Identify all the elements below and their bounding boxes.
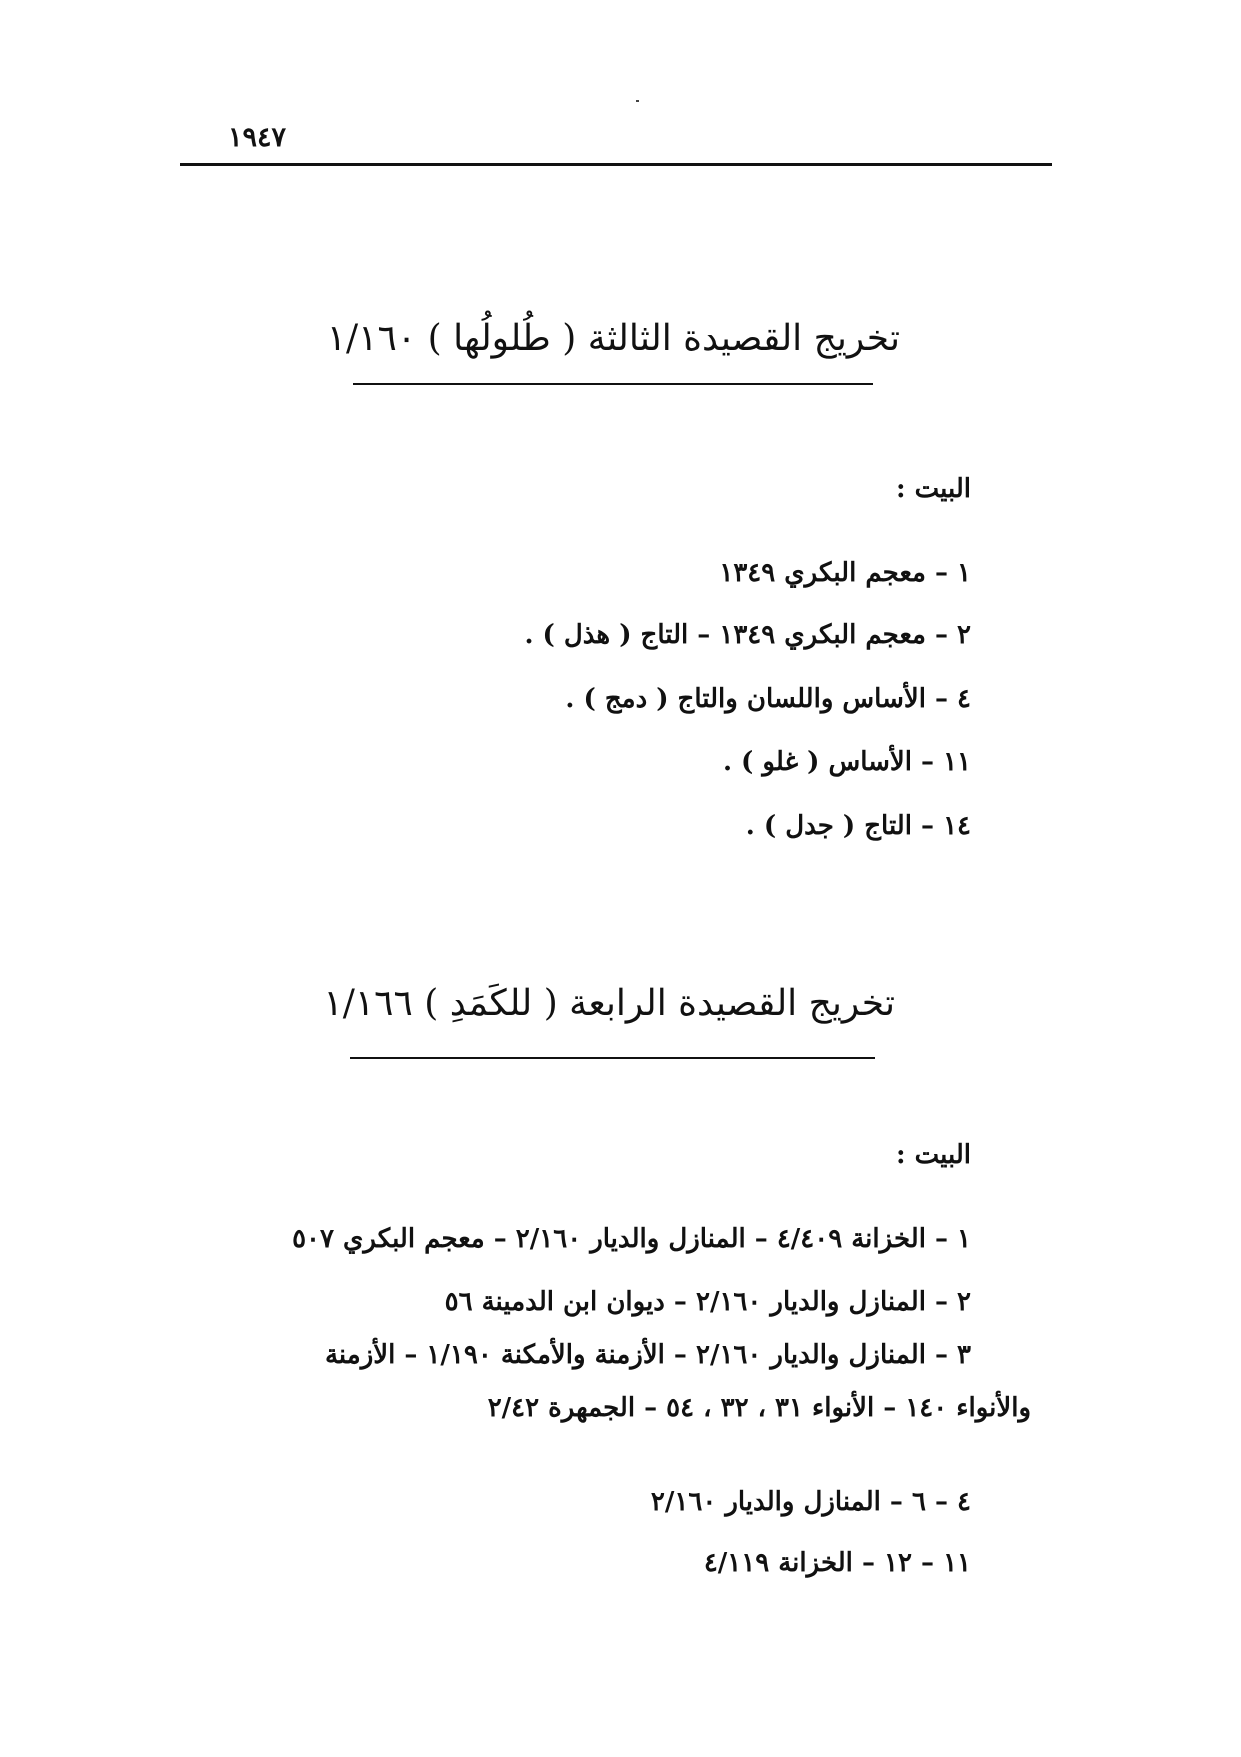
section-title-fourth-poem: تخريج القصيدة الرابعة ( للكَمَدِ ) ١/١٦٦: [323, 983, 895, 1024]
reference-line: ١ – معجم البكري ١٣٤٩: [719, 558, 971, 588]
page-number: ١٩٤٧: [228, 122, 287, 153]
reference-line: ١٤ – التاج ( جدل ) .: [745, 811, 971, 841]
reference-line: ٢ – معجم البكري ١٣٤٩ – التاج ( هذل ) .: [524, 620, 971, 650]
verse-label: البيت :: [895, 474, 971, 504]
reference-line: ١١ – الأساس ( غلو ) .: [722, 747, 971, 777]
section-title-underline: [350, 1057, 875, 1059]
header-rule: [180, 163, 1052, 166]
reference-line: ٣ – المنازل والديار ٢/١٦٠ – الأزمنة والأمكنة ١/١٩٠ – الأزمنة: [324, 1340, 971, 1370]
reference-line: والأنواء ١٤٠ – الأنواء ٣١ ، ٣٢ ، ٥٤ – الجمهرة ٢/٤٢: [487, 1393, 1031, 1423]
scan-speck: [636, 100, 639, 102]
reference-line: ٤ – ٦ – المنازل والديار ٢/١٦٠: [650, 1487, 971, 1517]
section-title-underline: [353, 383, 873, 385]
verse-label: البيت :: [895, 1140, 971, 1170]
reference-line: ١ – الخزانة ٤/٤٠٩ – المنازل والديار ٢/١٦٠ – معجم البكري ٥٠٧: [292, 1224, 971, 1254]
section-title-third-poem: تخريج القصيدة الثالثة ( طُلولُها ) ١/١٦٠: [326, 318, 900, 359]
reference-line: ١١ – ١٢ – الخزانة ٤/١١٩: [703, 1548, 971, 1578]
reference-line: ٢ – المنازل والديار ٢/١٦٠ – ديوان ابن الدمينة ٥٦: [444, 1287, 971, 1317]
reference-line: ٤ – الأساس واللسان والتاج ( دمج ) .: [565, 684, 971, 714]
